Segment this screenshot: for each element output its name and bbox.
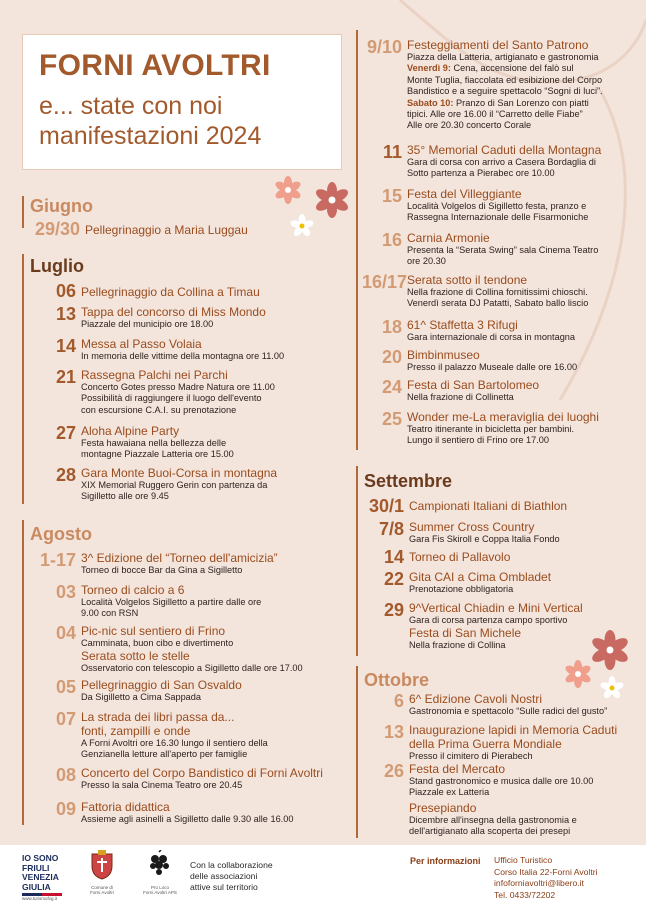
event-date: 21 [55,367,76,387]
event-description: montagne Piazzale Latteria ore 15.00 [81,449,234,460]
event-title: Torneo di Pallavolo [409,550,511,564]
event-title: Pellegrinaggio a Maria Luggau [85,223,248,237]
fvg-logo-text: GIULIA [22,881,51,892]
divider-line [356,666,358,838]
event-item [362,570,551,595]
fvg-url: www.turismofvg.it [22,896,58,901]
event-description: Presso la sala Cinema Teatro ore 20.45 [81,780,243,790]
flower-icon [274,176,302,204]
event-title: Pic-nic sul sentiero di Frino [81,624,226,638]
event-description: Genzianella letture all'aperto per famiglie [81,749,248,760]
event-description: Stand gastronomico e musica dalle ore 10.00 [409,776,594,786]
event-description: Lungo il sentiero di Frino ore 17.00 [407,435,549,446]
event-description: Località Volgelos Sigilletto a partire dalle ore [81,597,262,607]
event-title: Fattoria didattica [81,800,170,814]
event-description: Gara di corsa partenza campo sportivo [409,615,568,625]
event-title: Pellegrinaggio da Collina a Timau [81,285,260,299]
event-title: Concerto del Corpo Bandistico di Forni Avoltri [81,766,323,780]
event-description: Rassegna Internazionale delle Fisarmoniche [407,212,589,223]
event-item [362,143,601,180]
event-date: 11 [382,142,402,162]
divider-line [22,196,24,228]
event-title: 35° Memorial Caduti della Montagna [407,143,602,157]
event-title: Wonder me-La meraviglia dei luoghi [407,410,599,424]
proloco-logo-text: Forni Avoltri APS [143,890,177,895]
event-description: Gara Fis Skiroll e Coppa Italia Fondo [409,534,560,544]
event-item [28,766,323,791]
event-date: 1-17 [39,550,76,570]
collaboration-text: Con la collaborazione [190,860,273,870]
event-description: Nella frazione di Collinetta [407,392,514,402]
event-item [28,800,293,825]
event-item [362,318,575,343]
event-description: Assieme agli asinelli a Sigilletto dalle 9.30 alle 16.00 [81,814,294,824]
event-item [28,583,261,620]
event-description: Sotto partenza a Pierabec ore 10.00 [407,168,555,179]
divider-line [356,30,358,450]
event-item [28,337,284,362]
month-heading-settembre: Settembre [364,471,453,491]
event-item [362,187,588,224]
event-date: 20 [381,347,402,367]
event-description: Da Sigilletto a Cima Sappada [81,692,202,702]
event-description [407,63,603,74]
event-item [28,678,242,703]
event-title: Festa del Villeggiante [407,187,522,201]
event-description: Torneo di bocce Bar da Gina a Sigilletto [81,565,243,575]
event-item [28,551,278,576]
info-label: Per informazioni [410,856,481,866]
month-heading-giugno: Giugno [30,196,93,216]
fvg-logo-text: FRIULI [22,862,50,873]
event-description: dell'artigianato alla scoperta dei presepi [409,826,571,837]
event-item [362,497,567,516]
event-description: 9.00 con RSN [81,608,139,619]
event-day-label: Sabato 10: [407,97,454,108]
divider-line [22,520,24,825]
proloco-logo [140,850,180,895]
event-date: 30/1 [368,496,404,516]
event-description: Bandistico e a seguire spettacolo “Sogni di luci”. [407,86,603,97]
event-item [362,348,577,373]
event-description: Osservatorio con telescopio a Sigilletto dalle ore 17.00 [81,663,303,674]
event-title: Serata sotto le stelle [81,649,190,664]
event-date: 28 [55,465,76,485]
event-date: 18 [381,317,402,337]
event-description: Prenotazione obbligatoria [409,584,514,594]
event-item [362,231,598,268]
event-date: 22 [383,569,404,589]
event-description: Presso il palazzo Museale dalle ore 16.00 [407,362,578,372]
collaboration-note [190,860,273,893]
event-date: 13 [383,722,404,742]
event-item [28,710,268,761]
event-description: Piazzale del municipio ore 18.00 [81,319,214,329]
event-description: Gastronomia e spettacolo “Sulle radici del gusto” [409,706,608,716]
event-description: Camminata, buon cibo e divertimento [81,638,234,648]
event-description-text: Pranzo di San Lorenzo con piatti [453,97,589,108]
proloco-logo-text: Pro Loco [150,885,169,890]
event-item [362,692,607,717]
page-subtitle-year: manifestazioni 2024 [39,122,262,150]
event-description-text: Cena, accensione del falò sul [450,63,574,74]
footer [0,845,646,910]
event-title: Tappa del concorso di Miss Mondo [81,305,266,319]
event-title: Messa al Passo Volaia [81,337,202,351]
flower-icon [590,630,630,670]
event-item [362,410,599,447]
event-description: Nella frazione di Collina [409,640,506,651]
event-item [362,273,588,310]
event-description: Dicembre all'insegna della gastronomia e [409,814,577,825]
event-description: Alle ore 20.30 concerto Corale [407,120,532,131]
event-description: Teatro itinerante in bicicletta per bambini. [407,424,574,434]
event-day-label: Venerdì 9: [407,63,451,74]
event-description: A Forni Avoltri ore 16.30 lungo il sentiero della [81,738,268,748]
event-item [362,601,583,652]
event-description: Piazza della Latteria, artigianato e gastronomia [407,52,599,62]
event-title: La strada dei libri passa da... [81,710,235,724]
event-description [407,98,603,109]
event-date: 08 [55,765,76,785]
event-date: 03 [55,582,76,602]
event-date: 25 [381,409,402,429]
event-date: 16/17 [362,272,408,292]
event-date: 14 [55,336,76,356]
event-date: 29/30 [34,219,80,239]
event-date: 14 [383,547,404,567]
event-description: Sigilletto alle ore 9.45 [81,491,169,502]
event-description: Presso il cimitero di Pierabech [409,751,533,761]
page-title: FORNI AVOLTRI [39,49,271,82]
contact-address: Corso Italia 22-Forni Avoltri [494,866,598,877]
event-item [28,305,266,330]
event-title: 61^ Staffetta 3 Rifugi [407,318,518,332]
event-item [28,466,277,503]
fvg-logo [22,854,70,901]
event-date: 9/10 [366,37,402,57]
month-heading-ottobre: Ottobre [364,670,429,690]
event-date: 07 [55,709,76,729]
event-item [28,424,234,461]
contact-phone[interactable]: Tel. 0433/72202 [494,889,556,900]
event-date: 09 [55,799,76,819]
divider-line [356,466,358,656]
month-heading-luglio: Luglio [30,256,84,276]
event-title: Campionati Italiani di Biathlon [409,499,568,513]
event-title: Festa di San Bartolomeo [407,378,540,392]
event-date: 15 [381,186,402,206]
flower-icon [290,214,315,238]
collaboration-text: delle associazioni [190,871,258,881]
event-title: 9^Vertical Chiadin e Mini Vertical [409,601,583,615]
event-title: Festa di San Michele [409,626,522,641]
event-item [28,624,303,675]
event-date: 29 [383,600,404,620]
event-date: 26 [383,761,404,781]
event-date: 05 [55,677,76,697]
event-item [362,520,560,545]
event-description: XIX Memorial Ruggero Gerin con partenza da [81,480,268,490]
event-description: tipici. Alle ore 16.00 il “Carretto delle Fiabe” [407,109,583,120]
event-item [362,378,539,403]
event-date: 24 [381,377,402,397]
grapes-icon [146,850,174,880]
event-date: 04 [55,623,76,643]
event-title: Gita CAI a Cima Ombladet [409,570,552,584]
event-title: Serata sotto il tendone [407,273,528,287]
event-title: Bimbinmuseo [407,348,480,362]
event-title: Summer Cross Country [409,520,535,534]
event-title: Presepiando [409,800,477,815]
event-item [28,220,248,239]
event-title: Torneo di calcio a 6 [81,583,185,597]
event-date: 7/8 [378,519,404,539]
collaboration-text: attive sul territorio [190,882,258,892]
contact-office: Ufficio Turistico [494,855,553,865]
event-description: Monte Tuglia, fiaccolata ed esibizione del Corpo [407,74,603,85]
event-title: fonti, zampilli e onde [81,724,191,738]
event-description: Venerdì serata DJ Patatti, Sabato ballo liscio [407,298,589,309]
event-item [28,368,275,416]
event-date: 13 [55,304,76,324]
event-description: ore 20.30 [407,256,446,267]
fvg-logo-text: VENEZIA [22,872,59,882]
event-title: Festeggiamenti del Santo Patrono [407,38,589,52]
title-box [22,34,342,170]
event-item [362,548,510,567]
event-title: 6^ Edizione Cavoli Nostri [409,692,543,706]
month-heading-agosto: Agosto [30,524,92,544]
event-item [362,38,603,132]
comune-logo [84,850,120,895]
event-description: con escursione C.A.I. su prenotazione [81,404,237,415]
contact-info [494,855,598,901]
coat-of-arms-icon [89,850,115,880]
event-item [362,762,593,838]
event-title: Inaugurazione lapidi in Memoria Caduti [409,723,618,737]
event-date: 16 [381,230,402,250]
event-date: 27 [55,423,76,443]
divider-line [22,254,24,504]
event-title: Carnia Armonie [407,231,490,245]
comune-logo-text: Comune di [91,885,113,890]
event-description: Possibilità di raggiungere il luogo dell'evento [81,393,262,404]
event-title: Aloha Alpine Party [81,424,180,438]
event-description: Concerto Gotes presso Madre Natura ore 11.00 [81,382,275,392]
event-description: Piazzale ex Latteria [409,787,490,798]
flower-decoration-top [272,176,352,246]
page-subtitle: e... state con noi [39,92,223,120]
event-date: 6 [393,691,404,711]
comune-logo-text: Forni Avoltri [90,890,114,895]
event-description: In memoria delle vittime della montagna ore 11.00 [81,351,285,361]
event-title: Festa del Mercato [409,762,506,776]
event-title: Rassegna Palchi nei Parchi [81,368,228,382]
event-date: 06 [55,281,76,301]
event-title: Pellegrinaggio di San Osvaldo [81,678,242,692]
event-description: Nella frazione di Collina fornitissimi chioschi. [407,287,588,297]
event-description: Gara di corsa con arrivo a Casera Bordaglia di [407,157,596,167]
fvg-logo-text: IO SONO [22,853,59,863]
event-title: della Prima Guerra Mondiale [409,737,562,751]
event-title: Gara Monte Buoi-Corsa in montagna [81,466,278,480]
event-description: Festa hawaiana nella bellezza delle [81,438,227,448]
event-item [28,282,260,301]
event-description: Località Volgelos di Sigilletto festa, pranzo e [407,201,587,211]
event-title: 3^ Edizione del “Torneo dell'amicizia” [81,551,278,565]
event-description: Presenta la “Serata Swing” sala Cinema Teatro [407,245,599,255]
flower-icon [314,182,350,218]
event-item [362,723,617,762]
contact-email[interactable]: infoforniavoltri@libero.it [494,878,584,889]
flower-icon [564,660,592,688]
event-description: Gara internazionale di corsa in montagna [407,332,576,342]
